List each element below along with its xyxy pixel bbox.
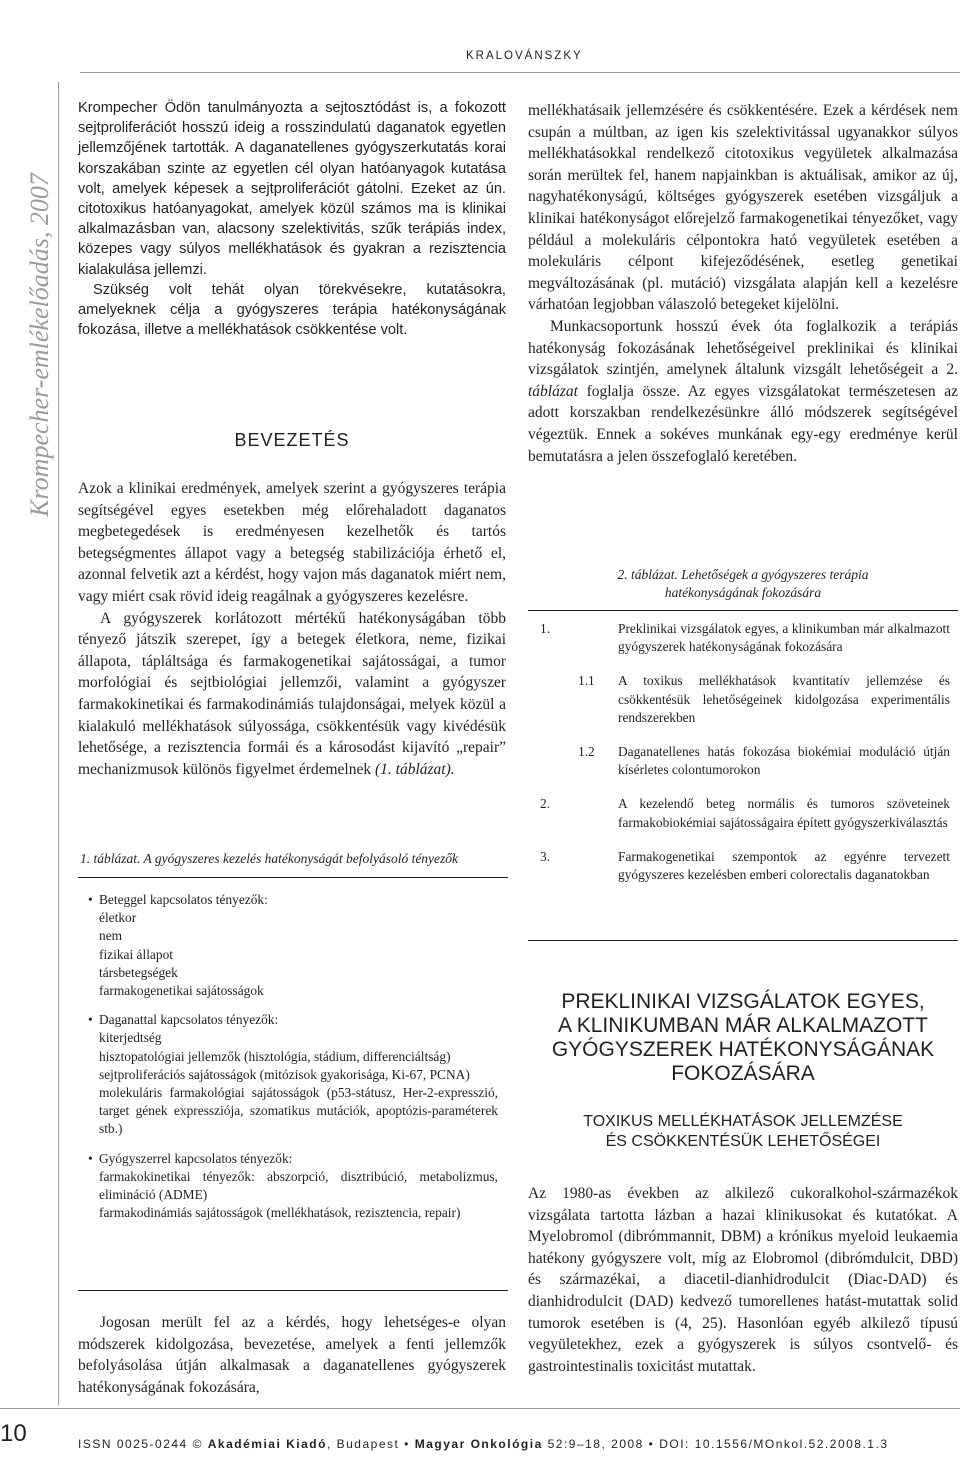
table-2-row-number: 2. (540, 796, 551, 812)
section-heading-preklinikai (528, 990, 958, 1086)
table-1-item: nem (99, 928, 123, 944)
table-2-row-text: A toxikus mellékhatások kvantitatív jellemzése és csökkentésük lehetőségeinek kidolgozása experimentális rendszerekben (618, 673, 950, 725)
page-number: 10 (0, 1420, 27, 1447)
right-paragraph-1: mellékhatásaik jellemzésére és csökkentésére. Ezek a kérdések nem csupán a múltban, az igen kis szelektivitással ugyanakkor súlyos mellékhatásokkal rendelkező citotoxikus vegyületek alkalmazása során merültek fel, hanem napjainkban is aktuálisak, amikor az új, nagyhatékonyságú, költséges gyógyszerek esetében vizsgáljuk a klinikai hatékonyságot előrejelző farmakogenetikai tényezőket, vagy például a molekuláris célpontokra ható vegyületek esetében a molekuláris célpont kifejeződésének, esetleg genetikai megváltozásának (pl. mutáció) vizsgálata alapján kell a kezelésre várhatóan legjobban válaszoló betegeket kijelölni. (528, 102, 958, 314)
table-1-group-heading: • Beteggel kapcsolatos tényezők: (88, 891, 498, 909)
table-2-row-text: Daganatellenes hatás fokozása biokémiai moduláció útján kísérletes colontumorokon (618, 744, 950, 778)
table-2-row-number: 3. (540, 848, 551, 864)
subsection-heading-toxikus (528, 1112, 958, 1152)
running-header-author: KRALOVÁNSZKY (466, 50, 583, 62)
table-2-row (540, 848, 950, 884)
journal-name: Magyar Onkológia (414, 1437, 543, 1451)
table-1-reference: (1. táblázat). (375, 760, 455, 778)
table-1-group (88, 1011, 498, 1138)
footer-citation: ISSN 0025-0244 © Akadémiai Kiadó, Budapest • Magyar Onkológia 52:9–18, 2008 • DOI: 10.1556/MOnkol.52.2008.1.3 (78, 1437, 889, 1451)
table-1-item: farmakodinámiás sajátosságok (mellékhatások, rezisztencia, repair) (99, 1205, 461, 1221)
table-2-row-text: Preklinikai vizsgálatok egyes, a klinikumban már alkalmazott gyógyszerek hatékonyságának fokozására (618, 621, 950, 655)
heading-line: A KLINIKUMBAN MÁR ALKALMAZOTT (558, 1014, 928, 1037)
table-1 (88, 891, 498, 1233)
publisher-name: Akadémiai Kiadó (207, 1437, 327, 1451)
table-1-group (88, 1150, 498, 1223)
heading-line: ÉS CSÖKKENTÉSÜK LEHETŐSÉGEI (605, 1133, 881, 1150)
table-1-group-heading: • Gyógyszerrel kapcsolatos tényezők: (88, 1150, 498, 1168)
left-bottom-text (78, 1312, 506, 1398)
table-2-row (540, 795, 950, 831)
table-1-group (88, 891, 498, 1000)
table-2-reference: táblázat (528, 382, 578, 400)
table-2-row (540, 672, 950, 727)
footer-rule (0, 1408, 960, 1409)
table-1-group-heading: • Daganattal kapcsolatos tényezők: (88, 1011, 498, 1029)
heading-line: FOKOZÁSÁRA (671, 1062, 815, 1085)
table-1-item: fizikai állapot (99, 946, 173, 962)
table-1-item: farmakogenetikai sajátosságok (99, 983, 264, 999)
table-1-item: kiterjedtség (99, 1030, 162, 1046)
bevezetes-paragraph-1: Azok a klinikai eredmények, amelyek szerint a gyógyszeres terápia segítségével egyes esetekben még előrehaladott daganatos megbetegedések is eredményesen kezelhetők és tartós betegségmentes állapot vagy a betegség stabilizációja érhető el, azonnal felvetik azt a kérdést, hogy vajon más daganatok miért nem, vagy miért csak rövid ideig reagálnak a gyógyszeres kezelésre. (78, 480, 506, 605)
right-bottom-paragraph: Az 1980-as években az alkilező cukoralkohol-származékok vizsgálata tartotta lázban a hazai klinikusokat és kutatókat. A Myelobromol (dibrómmannit, DBM) a krónikus myeloid leukaemia hatékony gyógyszere volt, míg az Elobromol (dibrómdulcit, DBD) és származékai, a diacetil-dianhidrodulcit (Diac-DAD) és dianhidrodulcit (DAD) kedvező tumorellenes hatást-mutattak solid tumorok esetében is (4, 25). Hasonlóan egyéb alkilező típusú vegyületekhez, ezek a gyógyszerek is súlyos csontvelő- és gastrointestinalis toxicitást mutattak. (528, 1185, 958, 1375)
table-2-row-text: A kezelendő beteg normális és tumoros szöveteinek farmakobiokémiai sajátosságaira épített gyógyszerkiválasztás (618, 796, 950, 830)
table-2-row-number: 1.2 (578, 744, 595, 760)
intro-text (78, 98, 506, 340)
intro-paragraph-1: Krompecher Ödön tanulmányozta a sejtosztódást is, a fokozott sejtproliferációt hosszú ideig a rosszindulatú daganatok egyetlen jellemzőjének tartották. A daganatellenes gyógyszerkutatás korai korszakában szinte az egyetlen cél olyan hatóanyagok kutatása volt, amelyek képesek a sejtproliferációt gátolni. Ezeket az ún. citotoxikus hatóanyagokat, amelyek közül számos ma is klinikai alkalmazásban van, alacsony szelektivitás, szűk terápiás index, közepes vagy súlyos mellékhatások és gyakran a rezisztencia kialakulása jellemzi. (78, 100, 506, 278)
heading-line: PREKLINIKAI VIZSGÁLATOK EGYES, (561, 990, 925, 1013)
right-paragraph-2: Munkacsoportunk hosszú évek óta foglalkozik a terápiás hatékonyság fokozásának lehetőségeivel preklinikai és klinikai vizsgálatok szintjén, amelynek általunk vizsgált lehetőségeit a 2. táblázat foglalja össze. Az egyes vizsgálatokat természetesen az adott korszakban rendelkezésünkre álló módszerek segítségével végeztük. Ennek a sokéves munkának egy-egy eredménye kerül bemutatásra a jelen összefoglaló keretében. (528, 317, 959, 465)
table-1-item: társbetegségek (99, 964, 178, 980)
table-2-row-number: 1.1 (578, 673, 595, 689)
table-2-row (540, 743, 950, 779)
table-1-item: farmakokinetikai tényezők: abszorpció, disztribúció, metabolizmus, elimináció (ADME) (99, 1168, 498, 1203)
heading-line: GYÓGYSZEREK HATÉKONYSÁGÁNAK (551, 1038, 935, 1061)
table-1-item: sejtproliferációs sajátosságok (mitózisok gyakorisága, Ki-67, PCNA) (99, 1066, 470, 1082)
right-top-text (528, 100, 958, 467)
table-1-caption: 1. táblázat. A gyógyszeres kezelés hatékonyságát befolyásoló tényezők (80, 851, 459, 866)
table-1-item: molekuláris farmakológiai sajátosságok (p53-státusz, Her-2-expresszió, target gének expressziója, szomatikus mutációk, apoptózis-paraméterek stb.) (99, 1085, 498, 1137)
side-title: Krompecher-emlékelőadás, 2007 (25, 173, 54, 517)
table-2-bottom-rule (528, 940, 958, 941)
bevezetes-paragraph-2: A gyógyszerek korlátozott mértékű hatékonyságában több tényező játszik szerepet, így a betegek életkora, neme, fizikai állapota, tápláltsága és farmakogenetikai sajátosságai, a tumor morfológiai és sejtbiológiai jellemzői, valamint a gyógyszer farmakokinetikai és farmakodinámiás tulajdonságai, melyek közül a kialakuló mellékhatások súlyossága, csökkentésük vagy kivédésük lehetősége, a rezisztencia formái és a károsodást kijavító „repair” mechanizmusok különös figyelmet érdemelnek (1. táblázat). (78, 609, 506, 778)
table-2-caption: 2. táblázat. Lehetőségek a gyógyszeres terápia hatékonyságának fokozására (617, 567, 869, 600)
table-2-row-number: 1. (540, 621, 551, 636)
intro-paragraph-2: Szükség volt tehát olyan törekvésekre, kutatásokra, amelyeknek célja a gyógyszeres terápia hatékonyságának fokozása, illetve a mellékhatások csökkentése volt. (78, 281, 506, 339)
header-rule (80, 72, 960, 73)
table-2 (540, 620, 950, 900)
side-rule (58, 82, 59, 1405)
bevezetes-body (78, 478, 506, 780)
table-1-top-rule (78, 877, 508, 878)
right-bottom-text (528, 1183, 958, 1377)
table-2-top-rule (528, 610, 958, 611)
table-1-item: hisztopatológiai jellemzők (hisztológia, stádium, differenciáltság) (99, 1048, 451, 1064)
heading-line: TOXIKUS MELLÉKHATÁSOK JELLEMZÉSE (583, 1113, 903, 1130)
table-1-item: életkor (99, 910, 137, 926)
left-bottom-paragraph: Jogosan merült fel az a kérdés, hogy lehetséges-e olyan módszerek kidolgozása, bevezetése, amelyek a fenti jellemzők befolyásolása útján alkalmasak a daganatellenes gyógyszerek hatékonyságának fokozására, (78, 1314, 506, 1396)
table-2-row (540, 620, 950, 656)
table-1-bottom-rule (78, 1290, 508, 1291)
table-2-row-text: Farmakogenetikai szempontok az egyénre tervezett gyógyszeres kezelésben emberi colorectalis daganatokban (618, 848, 950, 883)
section-heading-bevezetes: BEVEZETÉS (234, 430, 350, 450)
